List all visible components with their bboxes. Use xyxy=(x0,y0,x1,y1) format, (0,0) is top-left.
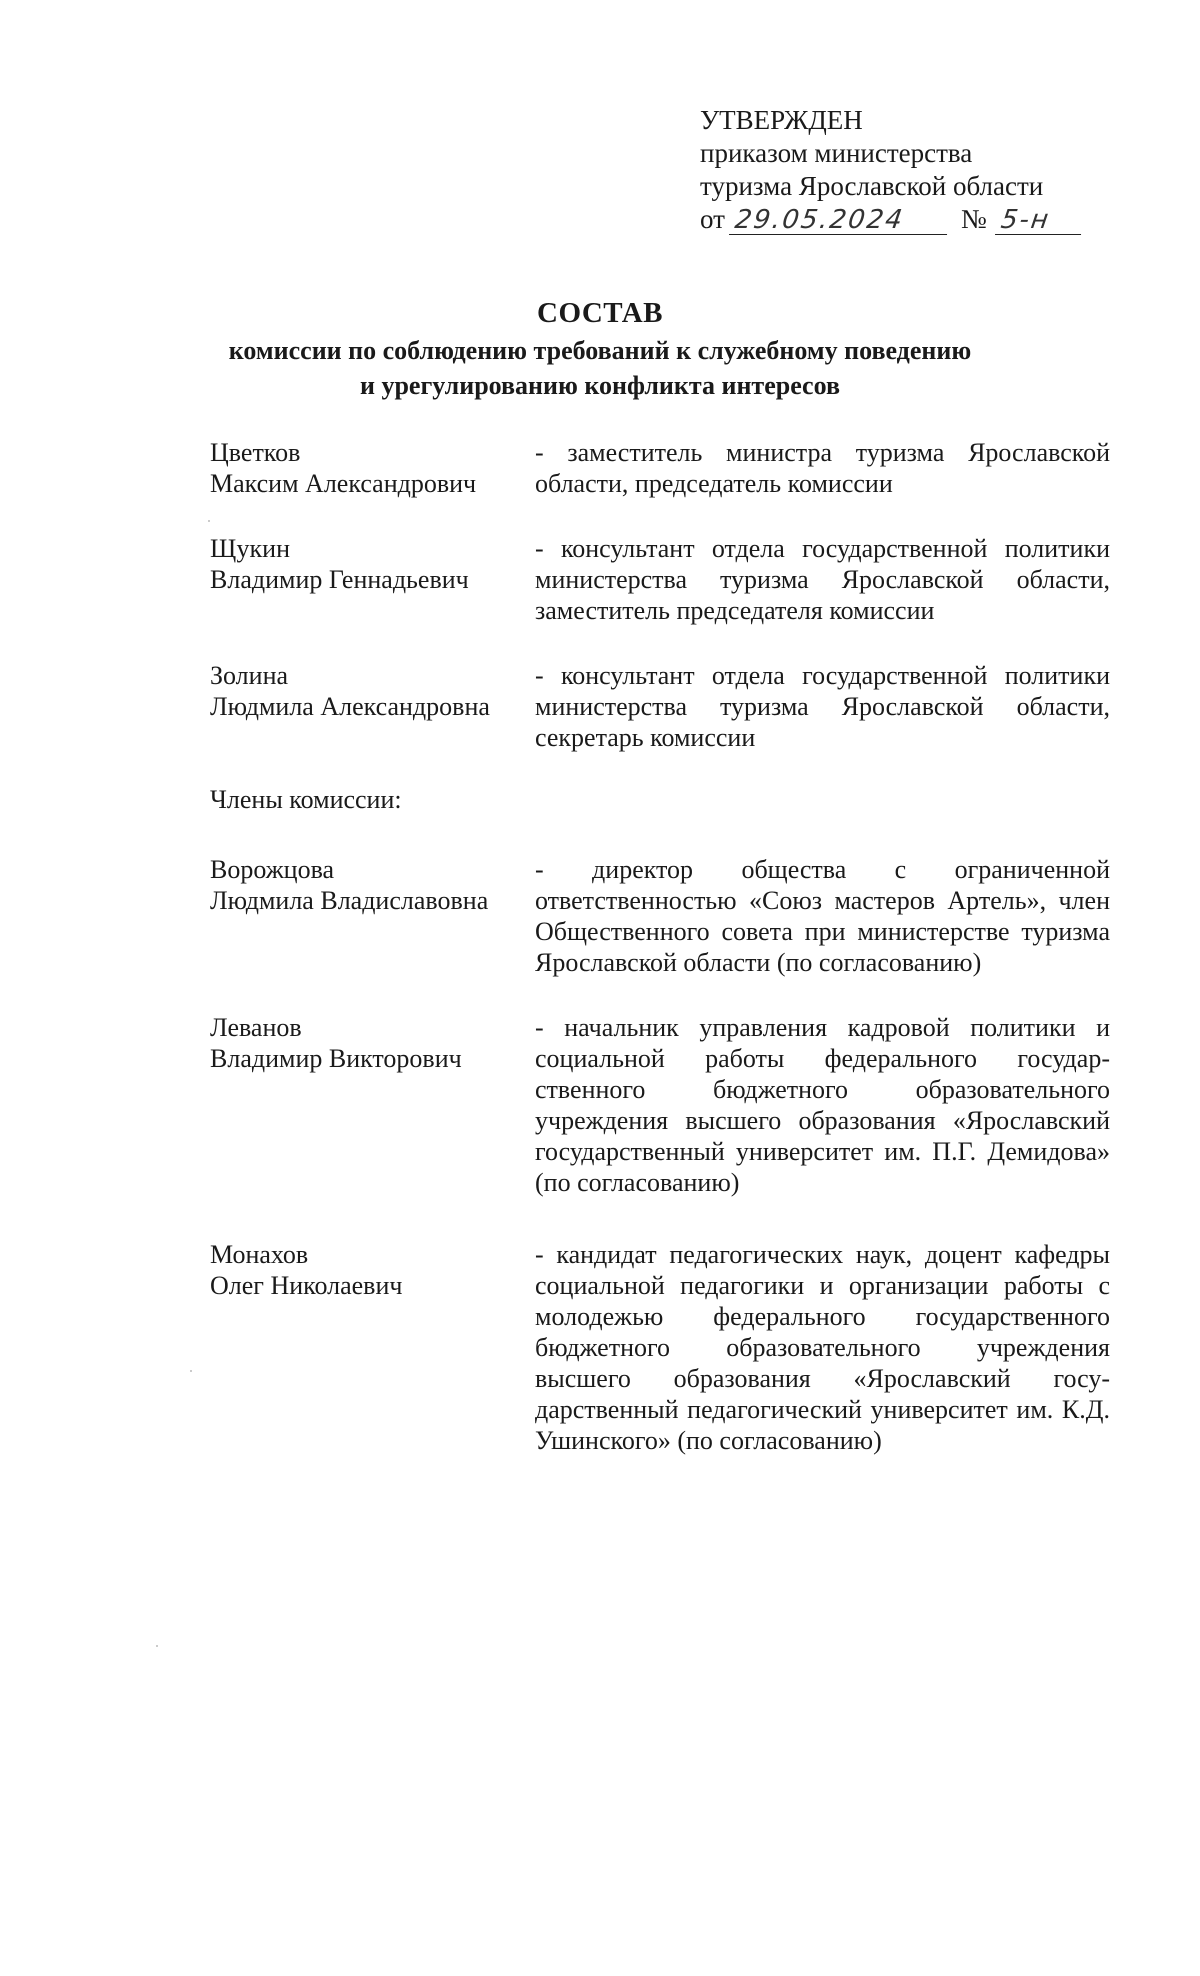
members-label: Члены комиссии: xyxy=(210,785,402,814)
person-given-name: Максим Александрович xyxy=(210,469,477,498)
person-role: - консультант отдела государственной политики министерства туризма Ярославской области, секретарь комиссии xyxy=(535,661,1110,752)
person-name-block xyxy=(210,1012,520,1074)
person-given-name: Владимир Геннадьевич xyxy=(210,565,469,594)
approval-from-label: от xyxy=(700,204,725,234)
document-subtitle-line1: комиссии по соблюдению требований к служебному поведению xyxy=(228,336,972,365)
person-role: - кандидат педагогических наук, доцент кафедры социальной педагогики и организации работы с молодежью федерального государственного бюджетного образовательного учреждения высшего образования «Ярославский государственный педагогический университет им. К.Д. Ушинского» (по согласованию) xyxy=(535,1240,1110,1455)
approval-order-line: приказом министерства xyxy=(700,138,973,168)
person-role: - начальник управления кадровой политики и социальной работы федерального государственного бюджетного образовательного учреждения высшего образования «Ярославский государственный университет им. П.Г. Демидова» (по согласованию) xyxy=(535,1013,1110,1197)
person-role: - заместитель министра туризма Ярославской области, председатель комиссии xyxy=(535,438,1110,498)
person-name-block xyxy=(210,660,520,722)
person-given-name: Людмила Александровна xyxy=(210,692,490,721)
person-role: - консультант отдела государственной политики министерства туризма Ярославской области, заместитель председателя комиссии xyxy=(535,534,1110,625)
scan-speck xyxy=(208,520,210,522)
person-role: - директор общества с ограниченной ответственностью «Союз мастеров Артель», член Общественного совета при министерстве туризма Ярославской области (по согласованию) xyxy=(535,855,1110,977)
person-name-block xyxy=(210,854,520,916)
scan-speck xyxy=(190,1370,192,1372)
person-given-name: Людмила Владиславовна xyxy=(210,886,489,915)
person-surname: Ворожцова xyxy=(210,855,335,884)
person-name-block xyxy=(210,437,520,499)
document-subtitle-line2: и урегулированию конфликта интересов xyxy=(359,371,840,400)
person-surname: Золина xyxy=(210,661,289,690)
person-surname: Щукин xyxy=(210,534,291,563)
approval-number-sign: № xyxy=(960,204,987,234)
person-surname: Цветков xyxy=(210,438,301,467)
approval-title: УТВЕРЖДЕН xyxy=(700,105,863,135)
person-surname: Леванов xyxy=(210,1013,302,1042)
person-given-name: Олег Николаевич xyxy=(210,1271,403,1300)
approval-block xyxy=(700,104,1083,236)
person-given-name: Владимир Викторович xyxy=(210,1044,462,1073)
approval-handwritten-date: 29.05.2024 xyxy=(729,206,951,235)
approval-date-number-line xyxy=(700,203,1083,236)
approval-ministry-line: туризма Ярославской области xyxy=(700,171,1044,201)
person-name-block xyxy=(210,533,520,595)
document-title-block xyxy=(0,296,1200,403)
document-title: СОСТАВ xyxy=(537,297,663,329)
person-name-block xyxy=(210,1239,520,1301)
person-surname: Монахов xyxy=(210,1240,309,1269)
approval-handwritten-number: 5-н xyxy=(995,206,1085,235)
scan-speck xyxy=(156,1645,158,1647)
